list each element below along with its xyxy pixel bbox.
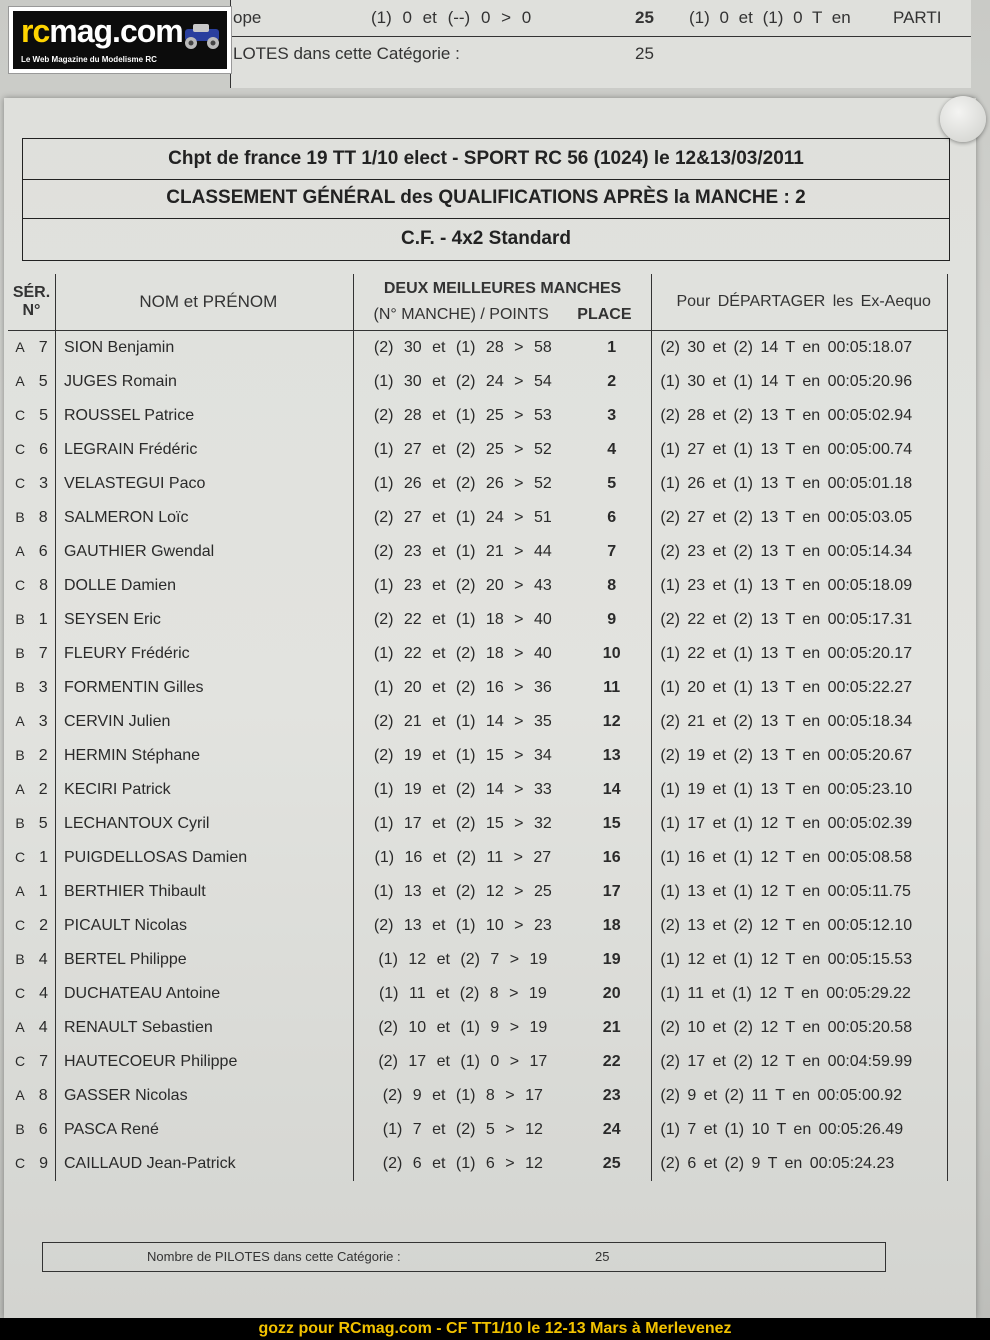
prev-name-fragment: ope [233, 8, 262, 27]
table-header [8, 274, 948, 331]
series-letter: B [15, 611, 25, 627]
tie-break: (1) 13 et (1) 12 T en 00:05:11.75 [652, 875, 948, 909]
series-letter: C [14, 577, 26, 593]
tie-break: (2) 6 et (2) 9 T en 00:05:24.23 [652, 1147, 948, 1181]
tie-break: (2) 13 et (2) 12 T en 00:05:12.10 [652, 909, 948, 943]
pilot-name: DOLLE Damien [55, 569, 353, 603]
ser-number [8, 535, 55, 569]
series-letter: A [15, 339, 25, 355]
series-letter: B [15, 815, 25, 831]
table-row [8, 705, 948, 739]
col-place: PLACE [577, 306, 632, 323]
series-number: 3 [38, 713, 48, 730]
table-row [8, 1079, 948, 1113]
pilot-name: CAILLAUD Jean-Patrick [55, 1147, 353, 1181]
table-row [8, 773, 948, 807]
best-heats: (2) 22 et (1) 18 > 40 [373, 611, 552, 628]
pilot-name: RENAULT Sebastien [55, 1011, 353, 1045]
place: 13 [572, 739, 652, 773]
prev-count-label: LOTES dans cette Catégorie : [233, 44, 460, 63]
best-heats: (2) 27 et (1) 24 > 51 [373, 509, 552, 526]
pilot-name: HAUTECOEUR Philippe [55, 1045, 353, 1079]
series-letter: C [14, 407, 26, 423]
ser-number [8, 365, 55, 399]
place: 8 [572, 569, 652, 603]
previous-sheet-count-row [231, 36, 971, 72]
table-row [8, 501, 948, 535]
place: 14 [572, 773, 652, 807]
pilot-name: LEGRAIN Frédéric [55, 433, 353, 467]
table-row [8, 603, 948, 637]
prev-place: 25 [635, 8, 654, 27]
table-row [8, 569, 948, 603]
ser-number [8, 705, 55, 739]
series-letter: A [15, 883, 25, 899]
pilot-name: SALMERON Loïc [55, 501, 353, 535]
col-best-title: DEUX MEILLEURES MANCHES [383, 280, 622, 297]
series-letter: B [15, 645, 25, 661]
tie-break: (2) 27 et (2) 13 T en 00:05:03.05 [652, 501, 948, 535]
series-number: 2 [39, 917, 48, 934]
series-letter: A [15, 543, 25, 559]
pilot-count-footer [42, 1242, 886, 1272]
place: 10 [572, 637, 652, 671]
tie-break: (1) 7 et (1) 10 T en 00:05:26.49 [652, 1113, 948, 1147]
table-row [8, 807, 948, 841]
photo-caption: gozz pour RCmag.com - CF TT1/10 le 12-13 Mars à Merlevenez [0, 1318, 990, 1340]
series-letter: C [14, 1053, 26, 1069]
series-number: 8 [38, 1087, 48, 1104]
table-row [8, 977, 948, 1011]
table-row [8, 1011, 948, 1045]
series-number: 4 [38, 1019, 48, 1036]
logo-tagline: Le Web Magazine du Modelisme RC [21, 55, 157, 64]
tie-break: (1) 23 et (1) 13 T en 00:05:18.09 [652, 569, 948, 603]
pilot-name: PUIGDELLOSAS Damien [55, 841, 353, 875]
series-number: 4 [38, 951, 48, 968]
table-row [8, 467, 948, 501]
results-body [8, 331, 948, 1182]
ser-number [8, 637, 55, 671]
series-letter: B [15, 679, 25, 695]
pilot-name: GAUTHIER Gwendal [55, 535, 353, 569]
tie-break: (2) 23 et (2) 13 T en 00:05:14.34 [652, 535, 948, 569]
best-heats: (2) 23 et (1) 21 > 44 [373, 543, 552, 560]
series-number: 5 [38, 373, 48, 390]
series-number: 8 [38, 509, 48, 526]
event-title: Chpt de france 19 TT 1/10 elect - SPORT RC 56 (1024) le 12&13/03/2011 [22, 138, 950, 180]
pilot-name: VELASTEGUI Paco [55, 467, 353, 501]
series-number: 7 [39, 1053, 48, 1070]
place: 7 [572, 535, 652, 569]
place: 25 [572, 1147, 652, 1181]
best-heats: (2) 30 et (1) 28 > 58 [373, 339, 552, 356]
place: 22 [572, 1045, 652, 1079]
ser-number [8, 943, 55, 977]
series-number: 2 [38, 747, 48, 764]
series-number: 5 [39, 407, 48, 424]
col-name: NOM et PRÉNOM [55, 274, 353, 331]
series-letter: A [15, 713, 25, 729]
tie-break: (1) 17 et (1) 12 T en 00:05:02.39 [652, 807, 948, 841]
series-number: 4 [39, 985, 48, 1002]
table-row [8, 875, 948, 909]
series-letter: C [14, 985, 26, 1001]
place: 5 [572, 467, 652, 501]
pilot-name: PASCA René [55, 1113, 353, 1147]
best-heats: (1) 19 et (2) 14 > 33 [373, 781, 552, 798]
tie-break: (1) 20 et (1) 13 T en 00:05:22.27 [652, 671, 948, 705]
best-heats: (1) 7 et (2) 5 > 12 [382, 1121, 543, 1138]
place: 12 [572, 705, 652, 739]
series-number: 1 [39, 849, 48, 866]
rc-car-icon [181, 21, 223, 51]
series-number: 7 [38, 339, 48, 356]
series-number: 8 [39, 577, 48, 594]
best-heats: (1) 30 et (2) 24 > 54 [373, 373, 552, 390]
pilot-name: LECHANTOUX Cyril [55, 807, 353, 841]
place: 21 [572, 1011, 652, 1045]
series-number: 6 [39, 441, 48, 458]
best-heats: (1) 22 et (2) 18 > 40 [373, 645, 552, 662]
ser-number [8, 1011, 55, 1045]
col-best-sub: (N° MANCHE) / POINTS PLACE [373, 306, 632, 323]
series-letter: B [15, 747, 25, 763]
series-letter: B [15, 1121, 25, 1137]
tie-break: (2) 30 et (2) 14 T en 00:05:18.07 [652, 331, 948, 366]
prev-tie: (1) 0 et (1) 0 T en [689, 8, 851, 27]
pilot-name: DUCHATEAU Antoine [55, 977, 353, 1011]
tie-break: (2) 19 et (2) 13 T en 00:05:20.67 [652, 739, 948, 773]
table-row [8, 1147, 948, 1181]
best-heats: (2) 28 et (1) 25 > 53 [373, 407, 552, 424]
prev-status: PARTI [893, 8, 942, 27]
ser-number [8, 501, 55, 535]
ser-number [8, 841, 55, 875]
best-heats: (1) 16 et (2) 11 > 27 [374, 849, 552, 866]
tie-break: (2) 10 et (2) 12 T en 00:05:20.58 [652, 1011, 948, 1045]
place: 15 [572, 807, 652, 841]
series-number: 5 [38, 815, 48, 832]
ser-number [8, 807, 55, 841]
col-ser: SÉR. N° [8, 274, 55, 331]
tie-break: (2) 28 et (2) 13 T en 00:05:02.94 [652, 399, 948, 433]
series-letter: B [15, 951, 25, 967]
ser-number [8, 1113, 55, 1147]
pilot-name: PICAULT Nicolas [55, 909, 353, 943]
ser-number [8, 1045, 55, 1079]
table-row [8, 331, 948, 366]
place: 18 [572, 909, 652, 943]
tie-break: (1) 16 et (1) 12 T en 00:05:08.58 [652, 841, 948, 875]
ser-number [8, 569, 55, 603]
best-heats: (1) 27 et (2) 25 > 52 [373, 441, 552, 458]
best-heats: (2) 21 et (1) 14 > 35 [373, 713, 552, 730]
pilot-name: HERMIN Stéphane [55, 739, 353, 773]
table-row [8, 535, 948, 569]
ser-number [8, 977, 55, 1011]
best-heats: (1) 17 et (2) 15 > 32 [373, 815, 552, 832]
ser-number [8, 739, 55, 773]
place: 23 [572, 1079, 652, 1113]
table-row [8, 1113, 948, 1147]
best-heats: (2) 6 et (1) 6 > 12 [382, 1155, 543, 1172]
series-number: 1 [38, 611, 48, 628]
best-heats: (2) 13 et (1) 10 > 23 [373, 917, 552, 934]
series-number: 3 [38, 679, 48, 696]
table-row [8, 909, 948, 943]
series-number: 2 [38, 781, 48, 798]
pilot-name: CERVIN Julien [55, 705, 353, 739]
place: 20 [572, 977, 652, 1011]
tie-break: (2) 22 et (2) 13 T en 00:05:17.31 [652, 603, 948, 637]
previous-sheet-row [231, 0, 971, 37]
place: 1 [572, 331, 652, 366]
pilot-name: JUGES Romain [55, 365, 353, 399]
table-row [8, 841, 948, 875]
logo-panel [13, 11, 227, 69]
ser-number [8, 433, 55, 467]
footer-count: 25 [595, 1249, 610, 1264]
best-heats: (1) 13 et (2) 12 > 25 [373, 883, 552, 900]
place: 3 [572, 399, 652, 433]
place: 9 [572, 603, 652, 637]
ser-number [8, 909, 55, 943]
tie-break: (2) 17 et (2) 12 T en 00:04:59.99 [652, 1045, 948, 1079]
series-letter: C [14, 1155, 26, 1171]
pilot-name: SEYSEN Eric [55, 603, 353, 637]
col-best [353, 274, 652, 331]
best-heats: (1) 23 et (2) 20 > 43 [373, 577, 552, 594]
tie-break: (1) 30 et (1) 14 T en 00:05:20.96 [652, 365, 948, 399]
pilot-name: FORMENTIN Gilles [55, 671, 353, 705]
pilot-name: GASSER Nicolas [55, 1079, 353, 1113]
results-table [8, 274, 948, 1181]
best-heats: (1) 11 et (2) 8 > 19 [378, 985, 547, 1002]
series-number: 1 [38, 883, 48, 900]
table-row [8, 399, 948, 433]
series-letter: B [15, 509, 25, 525]
series-letter: C [14, 475, 26, 491]
previous-sheet-strip [230, 0, 971, 88]
series-letter: A [15, 781, 25, 797]
ser-number [8, 603, 55, 637]
tie-break: (1) 22 et (1) 13 T en 00:05:20.17 [652, 637, 948, 671]
place: 16 [572, 841, 652, 875]
ser-number [8, 1147, 55, 1181]
series-number: 9 [39, 1155, 48, 1172]
pilot-name: SION Benjamin [55, 331, 353, 366]
pilot-name: KECIRI Patrick [55, 773, 353, 807]
table-row [8, 671, 948, 705]
pilot-name: ROUSSEL Patrice [55, 399, 353, 433]
series-letter: C [14, 849, 26, 865]
tie-break: (1) 19 et (1) 13 T en 00:05:23.10 [652, 773, 948, 807]
ser-number [8, 467, 55, 501]
best-heats: (1) 12 et (2) 7 > 19 [378, 951, 548, 968]
tie-break: (1) 12 et (1) 12 T en 00:05:15.53 [652, 943, 948, 977]
results-sheet [4, 98, 976, 1318]
pilot-name: FLEURY Frédéric [55, 637, 353, 671]
pilot-name: BERTEL Philippe [55, 943, 353, 977]
series-number: 3 [39, 475, 48, 492]
table-row [8, 943, 948, 977]
table-row [8, 637, 948, 671]
place: 6 [572, 501, 652, 535]
best-heats: (2) 10 et (1) 9 > 19 [378, 1019, 548, 1036]
series-number: 7 [38, 645, 48, 662]
tie-break: (2) 21 et (2) 13 T en 00:05:18.34 [652, 705, 948, 739]
ser-number [8, 1079, 55, 1113]
best-heats: (2) 17 et (1) 0 > 17 [378, 1053, 548, 1070]
ranking-title: CLASSEMENT GÉNÉRAL des QUALIFICATIONS APRÈS la MANCHE : 2 [22, 178, 950, 219]
place: 17 [572, 875, 652, 909]
place: 11 [572, 671, 652, 705]
prev-count: 25 [635, 44, 654, 63]
tie-break: (1) 26 et (1) 13 T en 00:05:01.18 [652, 467, 948, 501]
series-number: 6 [38, 1121, 48, 1138]
series-letter: A [15, 1019, 25, 1035]
series-number: 6 [38, 543, 48, 560]
best-heats: (1) 26 et (2) 26 > 52 [373, 475, 552, 492]
tie-break: (1) 27 et (1) 13 T en 00:05:00.74 [652, 433, 948, 467]
ser-number [8, 331, 55, 366]
ser-number [8, 671, 55, 705]
place: 4 [572, 433, 652, 467]
best-heats: (2) 9 et (1) 8 > 17 [382, 1087, 543, 1104]
logo-brand: rcmag.com [21, 13, 183, 49]
place: 24 [572, 1113, 652, 1147]
ser-number [8, 773, 55, 807]
table-row [8, 739, 948, 773]
best-heats: (2) 19 et (1) 15 > 34 [373, 747, 552, 764]
best-heats: (1) 20 et (2) 16 > 36 [373, 679, 552, 696]
table-row [8, 433, 948, 467]
tie-break: (2) 9 et (2) 11 T en 00:05:00.92 [652, 1079, 948, 1113]
rcmag-logo[interactable] [8, 6, 232, 74]
pilot-name: BERTHIER Thibault [55, 875, 353, 909]
table-row [8, 1045, 948, 1079]
ser-number [8, 875, 55, 909]
series-letter: C [14, 441, 26, 457]
series-letter: A [15, 373, 25, 389]
thumbtack-icon [940, 96, 986, 142]
ser-number [8, 399, 55, 433]
footer-label: Nombre de PILOTES dans cette Catégorie : [147, 1249, 401, 1264]
col-tie: Pour DÉPARTAGER les Ex-Aequo [652, 274, 948, 331]
place: 19 [572, 943, 652, 977]
series-letter: C [14, 917, 26, 933]
table-row [8, 365, 948, 399]
series-letter: A [15, 1087, 25, 1103]
category-title: C.F. - 4x2 Standard [22, 218, 950, 261]
place: 2 [572, 365, 652, 399]
prev-manches: (1) 0 et (--) 0 > 0 [371, 8, 532, 27]
tie-break: (1) 11 et (1) 12 T en 00:05:29.22 [652, 977, 948, 1011]
